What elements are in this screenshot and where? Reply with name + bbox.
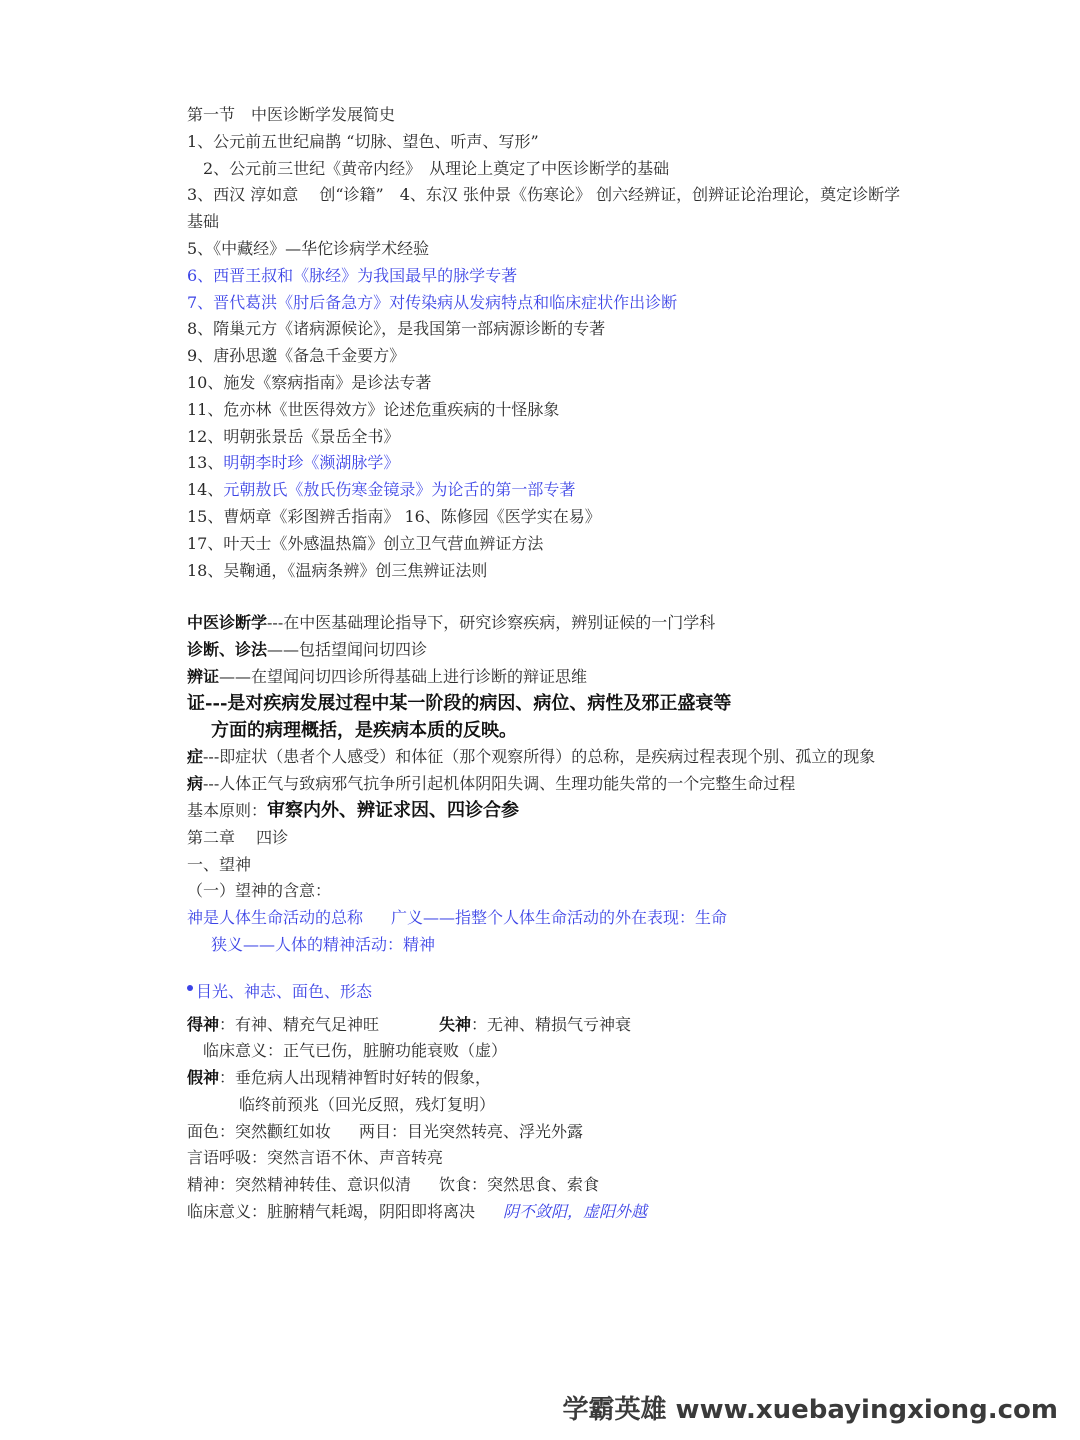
shen-narrow: 狭义——人体的精神活动：精神 [211, 934, 436, 954]
lc2-text: 临床意义：脏腑精气耗竭，阴阳即将离决 [187, 1202, 476, 1222]
history-item-13-number: 13、 [187, 453, 224, 473]
history-item-13 [187, 450, 907, 477]
history-item-3-4: 3、西汉 淳如意 创“诊籍” 4、东汉 张仲景《伤寒论》 创六经辨证，创辨证论治理论，奠定诊断学基础 [187, 185, 901, 232]
history-item-14 [187, 477, 907, 504]
history-item-1: 1、公元前五世纪扁鹊 “切脉、望色、听声、写形” [187, 131, 539, 151]
section-title: 第一节 中医诊断学发展简史 [187, 105, 396, 124]
subheading-meaning: （一）望神的含意： [187, 881, 332, 901]
text-b: ---人体正气与致病邪气抗争所引起机体阴阳失调、生理功能失常的一个完整生命过程 [203, 774, 796, 794]
history-item-7: 7、晋代葛洪《肘后备急方》对传染病从发病特点和临床症状作出诊断 [187, 292, 678, 312]
text-zf: ——包括望闻问切四诊 [267, 640, 428, 660]
history-item-14-text: 元朝敖氏《敖氏伤寒金镜录》为论舌的第一部专著 [223, 480, 576, 500]
mianse: 面色：突然颧红如妆 [187, 1121, 332, 1141]
clinical-meaning-1: 临床意义：正气已伤，脏腑功能衰败（虚） [203, 1041, 508, 1061]
jingshen: 精神：突然精神转佳、意识似清 [187, 1175, 412, 1195]
document-page [187, 102, 907, 1226]
term-z: 证 [187, 692, 205, 714]
shen-definition [187, 905, 907, 932]
history-item-5: 5、《中藏经》—华佗诊病学术经验 [187, 238, 430, 258]
mianse-liangmu [187, 1119, 907, 1146]
history-item-9: 9、唐孙思邈《备急千金要方》 [187, 346, 406, 366]
deshen-shishen [187, 1012, 907, 1039]
bullet-item [187, 979, 907, 1006]
history-item-2: 2、公元前三世纪《黄帝内经》 从理论上奠定了中医诊断学的基础 [203, 158, 670, 178]
text-zdx: ---在中医基础理论指导下，研究诊察疾病，辨别证候的一门学科 [267, 613, 716, 633]
history-item-8: 8、隋巢元方《诸病源候论》，是我国第一部病源诊断的专著 [187, 319, 606, 339]
term-jiashen: 假神 [187, 1068, 220, 1088]
history-item-15-16: 15、曹炳章《彩图辨舌指南》 16、陈修园《医学实在易》 [187, 506, 601, 526]
term-zdx: 中医诊断学 [187, 613, 268, 633]
jingshen-yinshi [187, 1172, 907, 1199]
text-shishen: ：无神、精损气亏神衰 [471, 1014, 632, 1034]
definition-zz [187, 744, 907, 771]
text-z: ---是对疾病发展过程中某一阶段的病因、病位、病性及邪正盛衰等 [205, 692, 732, 714]
clinical-meaning-2 [187, 1199, 907, 1226]
subheading-wangshen: 一、望神 [187, 854, 252, 874]
text-deshen: ：有神、精充气足神旺 [219, 1014, 380, 1034]
definition-b [187, 771, 907, 798]
term-b: 病 [187, 774, 204, 794]
bullet-icon [187, 985, 193, 991]
definition-zdx [187, 610, 907, 637]
term-zf: 诊断、诊法 [187, 640, 268, 660]
history-item-14-number: 14、 [187, 480, 224, 500]
term-shishen: 失神 [439, 1014, 472, 1034]
liangmu: 两目：目光突然转亮、浮光外露 [359, 1121, 584, 1141]
jiashen-cont: 临终前预兆（回光反照，残灯复明） [239, 1094, 496, 1114]
definition-bz [187, 664, 907, 691]
watermark: 学霸英雄 www.xuebayingxiong.com [562, 1395, 1058, 1425]
spacer [187, 584, 907, 610]
definition-z-cont: 方面的病理概括，是疾病本质的反映。 [211, 719, 517, 741]
basic-principle [187, 798, 907, 825]
text-bz: ——在望闻问切四诊所得基础上进行诊断的辩证思维 [219, 666, 588, 686]
chapter-title: 第二章 四诊 [187, 827, 289, 847]
principle-text: 审察内外、辨证求因、四诊合参 [267, 799, 520, 821]
history-item-10: 10、施发《察病指南》是诊法专著 [187, 372, 432, 392]
yanyu: 言语呼吸：突然言语不休、声音转亮 [187, 1148, 444, 1168]
shen-broad: 广义——指整个人体生命活动的外在表现：生命 [391, 908, 728, 928]
history-item-13-text: 明朝李时珍《濒湖脉学》 [223, 453, 400, 473]
shen-general: 神是人体生命活动的总称 [187, 908, 364, 928]
spacer [187, 959, 907, 979]
term-zz: 症 [187, 747, 204, 767]
term-bz: 辨证 [187, 666, 220, 686]
definition-z [187, 691, 907, 718]
text-jiashen: ：垂危病人出现精神暂时好转的假象， [219, 1068, 492, 1088]
bullet-text: 目光、神志、面色、形态 [196, 981, 373, 1001]
principle-label: 基本原则： [187, 800, 268, 820]
history-item-17: 17、叶天士《外感温热篇》创立卫气营血辨证方法 [187, 533, 544, 553]
yinshi: 饮食：突然思食、索食 [439, 1175, 600, 1195]
definition-zf [187, 637, 907, 664]
text-zz: ---即症状（患者个人感受）和体征（那个观察所得）的总称，是疾病过程表现个别、孤立的现象 [203, 747, 876, 767]
history-item-11: 11、危亦林《世医得效方》论述危重疾病的十怪脉象 [187, 399, 560, 419]
history-item-18: 18、吴鞠通，《温病条辨》创三焦辨证法则 [187, 560, 488, 580]
history-item-6: 6、西晋王叔和《脉经》为我国最早的脉学专著 [187, 265, 518, 285]
jiashen [187, 1065, 907, 1092]
history-item-12: 12、明朝张景岳《景岳全书》 [187, 426, 400, 446]
term-deshen: 得神 [187, 1014, 220, 1034]
lc2-note: 阴不敛阳，虚阳外越 [503, 1202, 648, 1222]
